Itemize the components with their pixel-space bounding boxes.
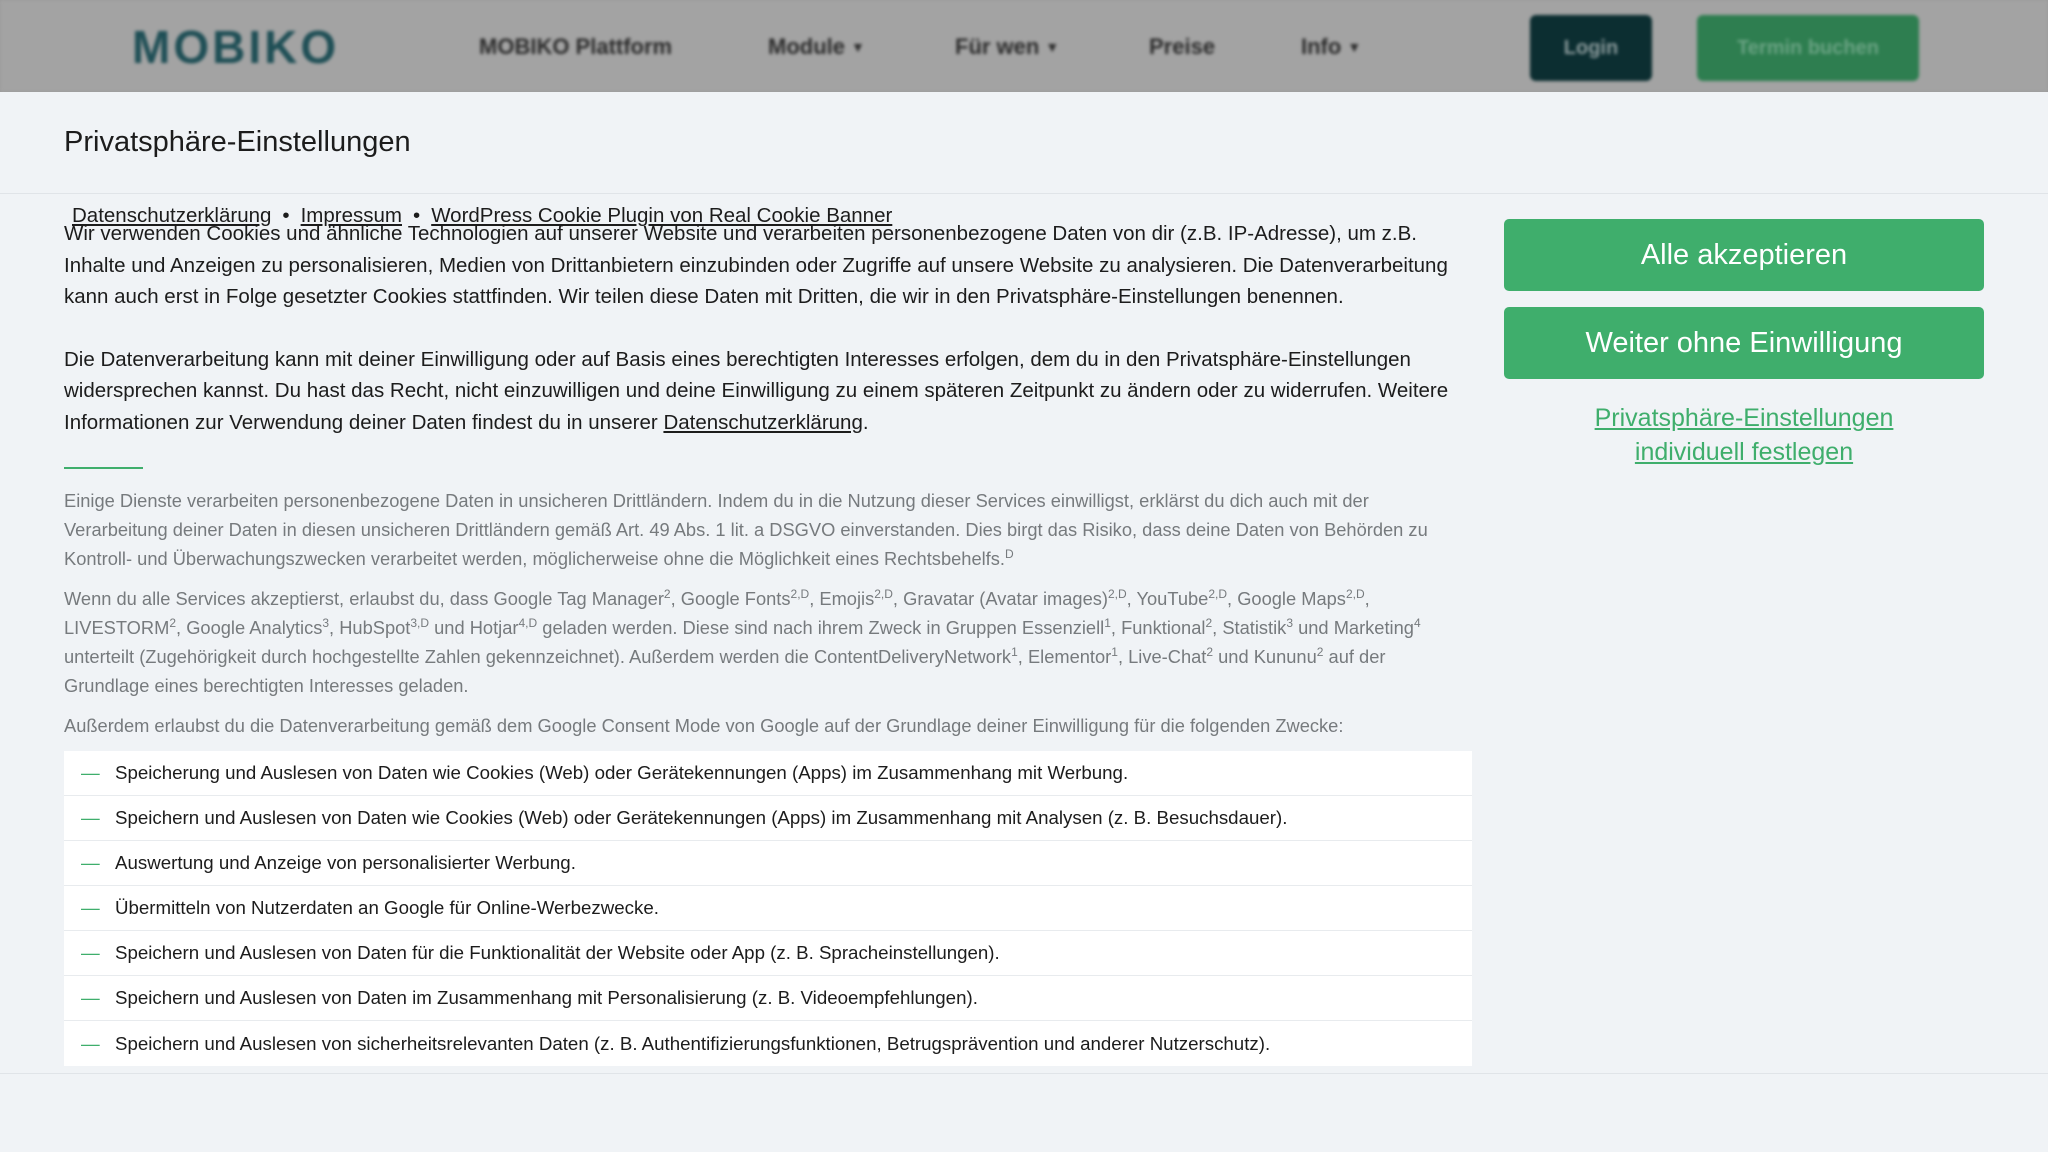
chevron-down-icon: ▼ — [1045, 39, 1060, 55]
consent-mode-notice: Außerdem erlaubst du die Datenverarbeitung gemäß dem Google Consent Mode von Google auf der Grundlage deiner Einwilligung für die folgenden Zwecke: — [64, 715, 1344, 736]
footer-separator: • — [282, 204, 290, 227]
dialog-title: Privatsphäre-Einstellungen — [64, 126, 411, 158]
service-name: Google Tag Manager — [493, 588, 664, 609]
dialog-header — [0, 92, 2048, 194]
service-group-sup: 2,D — [1345, 586, 1365, 601]
service-group-sup: 2 — [663, 586, 671, 601]
service-group-sup: 1 — [1111, 644, 1118, 659]
service-name: LIVESTORM — [64, 617, 170, 638]
purpose-text: Speicherung und Auslesen von Daten wie Cookies (Web) oder Gerätekennungen (Apps) im Zusammenhang mit Werbung. — [115, 762, 1129, 783]
service-group-sup: 2 — [169, 615, 177, 630]
service-name: Essenziell — [1021, 617, 1105, 638]
purpose-text: Speichern und Auslesen von Daten für die Funktionalität der Website oder App (z. B. Spracheinstellungen). — [115, 942, 1000, 963]
service-group-sup: 2 — [1205, 615, 1213, 630]
service-name: Hotjar — [469, 617, 519, 638]
dialog-body — [64, 218, 1472, 1066]
dash-icon: — — [81, 987, 100, 1008]
dialog-actions — [1504, 219, 1984, 469]
dash-icon: — — [81, 762, 100, 783]
footer-separator: • — [413, 204, 421, 227]
intro-paragraph-2: Die Datenverarbeitung kann mit deiner Einwilligung oder auf Basis eines berechtigten Interesses erfolgen, dem du in den Privatsphäre-Einstellungen widersprechen kannst. Du hast das Recht, nicht einzuwilligen und deine Einwilligung zu einem späteren Zeitpunkt zu ändern oder zu widerrufen. Weitere Informationen zur Verwendung deiner Daten findest du in unserer Datenschutzerklärung. — [64, 347, 1449, 434]
service-name: Google Maps — [1237, 588, 1346, 609]
service-group-sup: 1 — [1011, 644, 1018, 659]
service-group-sup: 3 — [1286, 615, 1294, 630]
service-name: Emojis — [819, 588, 875, 609]
continue-without-consent-button[interactable]: Weiter ohne Einwilligung — [1504, 307, 1984, 379]
purpose-item — [64, 1021, 1472, 1066]
dash-icon: — — [81, 897, 100, 918]
service-name: HubSpot — [339, 617, 411, 638]
service-name: Google Fonts — [680, 588, 791, 609]
nav-link-module: Module ▼ — [768, 34, 865, 59]
dash-icon: — — [81, 852, 100, 873]
purpose-text: Speichern und Auslesen von Daten im Zusammenhang mit Personalisierung (z. B. Videoempfehlungen). — [115, 987, 978, 1008]
privacy-policy-link[interactable]: Datenschutzerklärung — [663, 410, 863, 434]
purpose-item — [64, 841, 1472, 886]
service-name: Google Analytics — [186, 617, 323, 638]
footer-links — [72, 204, 892, 228]
third-country-notice: Einige Dienste verarbeiten personenbezogene Daten in unsicheren Drittländern. Indem du in die Nutzung dieser Services einwilligst, erklärst du dich auch mit der Verarbeitung deiner Daten in diesen unsicheren Drittländern gemäß Art. 49 Abs. 1 lit. a DSGVO einverstanden. Dies birgt das Risiko, dass deine Daten von Behörden zu Kontroll- und Überwachungszwecken verarbeitet werden, möglicherweise ohne die Möglichkeit eines Rechtsbehelfs.$^D$ — [64, 490, 1428, 569]
service-group-sup: 4 — [1413, 615, 1421, 630]
footer-plugin-link[interactable]: WordPress Cookie Plugin von Real Cookie Banner — [431, 204, 893, 227]
footer-privacy-link[interactable]: Datenschutzerklärung — [72, 204, 272, 227]
book-appointment-button: Termin buchen — [1697, 15, 1919, 81]
cookie-consent-dialog — [0, 92, 2048, 1152]
dialog-footer — [0, 1073, 2048, 1152]
purpose-item — [64, 796, 1472, 841]
site-logo: MOBIKO — [132, 21, 340, 73]
service-group-sup: 2 — [1316, 644, 1324, 659]
chevron-down-icon: ▼ — [1347, 39, 1362, 55]
purpose-item — [64, 976, 1472, 1021]
service-group-sup: 4,D — [518, 615, 538, 630]
purpose-text: Übermitteln von Nutzerdaten an Google für Online-Werbezwecke. — [115, 897, 659, 918]
purpose-text: Speichern und Auslesen von Daten wie Cookies (Web) oder Gerätekennungen (Apps) im Zusammenhang mit Analysen (z. B. Besuchsdauer). — [115, 807, 1288, 828]
purpose-text: Auswertung und Anzeige von personalisierter Werbung. — [115, 852, 576, 873]
login-button: Login — [1530, 15, 1652, 81]
service-name: Funktional — [1121, 617, 1206, 638]
nav-link-preise: Preise — [1149, 34, 1216, 59]
dash-icon: — — [81, 1032, 100, 1054]
divider — [64, 467, 143, 469]
service-group-sup: 2,D — [1208, 586, 1228, 601]
consent-purposes-list — [64, 751, 1472, 1066]
service-name: Kununu — [1253, 646, 1317, 667]
services-notice: Wenn du alle Services akzeptierst, erlaubst du, dass Google Tag Manager$^2$, Google Fonts$^{2,D}$, Emojis$^{2,D}$, Gravatar (Avatar images)$^{2,D}$, YouTube$^{2,D}$, Google Maps$^{2,D}$, LIVESTORM$^2$, Google Analytics$^3$, HubSpot$^{3,D}$ und Hotjar$^{4,D}$ geladen werden. Diese sind nach ihrem Zweck in Gruppen Essenziell$^1$, Funktional$^2$, Statistik$^3$ und Marketing$^4$ unterteilt (Zugehörigkeit durch hochgestellte Zahlen gekennzeichnet). Außerdem werden die ContentDeliveryNetwork$^1$, Elementor$^1$, Live-Chat$^2$ und Kununu$^2$ auf der Grundlage eines berechtigten Interesses geladen. — [64, 586, 1421, 696]
service-group-sup: 1 — [1104, 615, 1111, 630]
purpose-text: Speichern und Auslesen von sicherheitsrelevanten Daten (z. B. Authentifizierungsfunktionen, Betrugsprävention und anderer Nutzerschutz). — [115, 1032, 1271, 1054]
nav-link-info: Info ▼ — [1301, 34, 1362, 59]
service-name: Live-Chat — [1128, 646, 1207, 667]
individual-settings-link[interactable]: Privatsphäre-Einstellungen individuell festlegen — [1594, 404, 1894, 466]
service-name: YouTube — [1136, 588, 1209, 609]
intro-paragraph-1: Wir verwenden Cookies und ähnliche Technologien auf unserer Website und verarbeiten personenbezogene Daten von dir (z.B. IP-Adresse), um z.B. Inhalte und Anzeigen zu personalisieren, Medien von Drittanbietern einzubinden oder Zugriffe auf unsere Website zu analysieren. Die Datenverarbeitung kann auch erst in Folge gesetzter Cookies stattfinden. Wir teilen diese Daten mit Dritten, die wir in den Privatsphäre-Einstellungen benennen. — [64, 222, 1448, 308]
service-name: Gravatar (Avatar images) — [903, 588, 1108, 609]
service-group-sup: 2,D — [874, 586, 893, 601]
purpose-item — [64, 886, 1472, 931]
purpose-item — [64, 931, 1472, 976]
nav-link-fuer-wen: Für wen ▼ — [955, 34, 1060, 59]
dash-icon: — — [81, 942, 100, 963]
service-group-sup: 3 — [322, 615, 330, 630]
service-group-sup: 2 — [1206, 644, 1214, 659]
service-group-sup: 2,D — [790, 586, 810, 601]
footer-imprint-link[interactable]: Impressum — [300, 204, 402, 227]
service-name: Statistik — [1222, 617, 1287, 638]
purpose-item — [64, 751, 1472, 796]
service-name: Marketing — [1333, 617, 1414, 638]
service-group-sup: 2,D — [1107, 586, 1127, 601]
accept-all-button[interactable]: Alle akzeptieren — [1504, 219, 1984, 291]
site-header — [0, 0, 2048, 92]
chevron-down-icon: ▼ — [851, 39, 865, 55]
service-name: ContentDeliveryNetwork — [813, 646, 1012, 667]
service-group-sup: 3,D — [410, 615, 430, 630]
service-name: Elementor — [1027, 646, 1112, 667]
nav-link-plattform: MOBIKO Plattform — [479, 34, 673, 59]
dash-icon: — — [81, 807, 100, 828]
